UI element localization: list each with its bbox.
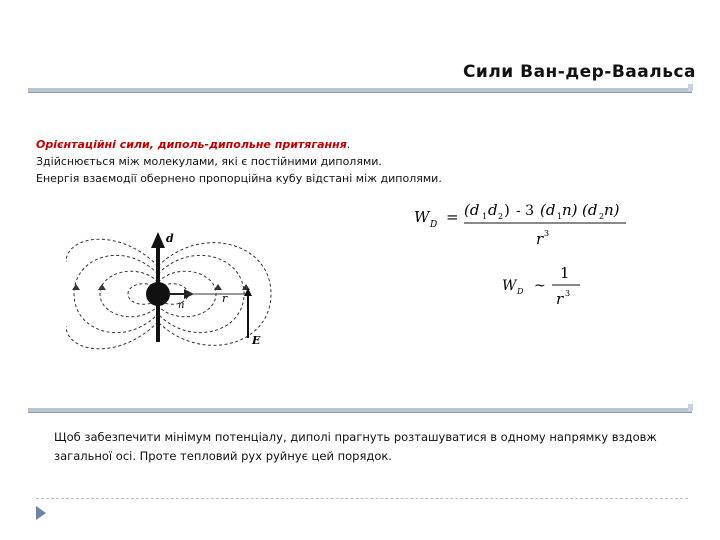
equation-proportional xyxy=(500,258,590,314)
eq1-pair2-n: n) xyxy=(562,201,578,219)
section-divider xyxy=(28,408,692,413)
intro-line-2: Енергія взаємодії обернено пропорційна кубу відстані між диполями. xyxy=(36,172,442,185)
field-arrow-3 xyxy=(98,284,106,290)
field-line-l2 xyxy=(74,255,158,332)
bottom-dashed-line xyxy=(36,498,688,499)
dipole-molecule xyxy=(146,282,170,306)
eq1-denominator: r xyxy=(536,230,544,248)
intro-lead-line xyxy=(36,136,676,153)
eq1-d2: d xyxy=(488,201,498,219)
eq1-sub1: 1 xyxy=(482,212,488,221)
eq1-denominator-exp: 3 xyxy=(544,229,550,238)
intro-lead: Орієнтаційні сили, диполь-дипольне притягання xyxy=(36,138,347,151)
field-line-l3 xyxy=(66,239,158,266)
title-divider-cap xyxy=(688,84,693,91)
title-divider xyxy=(28,88,692,93)
eq1-pair3-n: n) xyxy=(604,201,620,219)
dipole-arrow-icon xyxy=(151,232,165,248)
eq2-denominator: r xyxy=(556,290,564,308)
eq1-minus3: - 3 xyxy=(516,203,535,219)
footer-text: Щоб забезпечити мінімум потенціалу, диполі прагнуть розташуватися в одному напрямку вздовж загальної осі. Проте тепловий рух руйнує цей порядок. xyxy=(54,430,657,463)
label-r: r xyxy=(222,292,228,305)
eq1-lhs-sub: D xyxy=(430,220,438,230)
eq1-pair3-open: (d xyxy=(582,201,598,219)
eq1-equals: = xyxy=(446,208,459,226)
intro-lead-end: . xyxy=(346,138,351,151)
eq1-close1: ) xyxy=(504,201,510,219)
field-line-l4 xyxy=(66,322,158,349)
intro-text xyxy=(36,136,676,187)
field-arrow-4 xyxy=(72,284,80,290)
label-n: n xyxy=(178,300,185,311)
eq2-lhs-sub: D xyxy=(517,287,524,296)
field-arrow-1 xyxy=(214,284,222,290)
eq1-lhs: W xyxy=(414,208,430,226)
eq1-pair3-sub: 2 xyxy=(599,212,605,221)
label-e: E xyxy=(252,334,261,347)
eq2-denominator-exp: 3 xyxy=(565,289,571,298)
eq2-numerator: 1 xyxy=(560,264,570,282)
eq1-pair2-sub: 1 xyxy=(557,212,563,221)
eq1-pair2-open: (d xyxy=(540,201,556,219)
eq2-lhs: W xyxy=(502,278,517,294)
play-arrow-icon[interactable] xyxy=(36,506,46,520)
label-d: d xyxy=(166,232,174,245)
section-divider-cap xyxy=(688,404,693,411)
eq1-open-d1: (d xyxy=(464,201,480,219)
page-title: Сили Ван-дер-Ваальса xyxy=(462,62,696,82)
dipole-field-diagram xyxy=(66,222,276,362)
eq1-sub2: 2 xyxy=(498,212,504,221)
equation-dipole-energy xyxy=(410,194,640,256)
eq2-tilde: ~ xyxy=(534,278,546,294)
intro-line-1: Здійснюється між молекулами, які є постійними диполями. xyxy=(36,155,382,168)
